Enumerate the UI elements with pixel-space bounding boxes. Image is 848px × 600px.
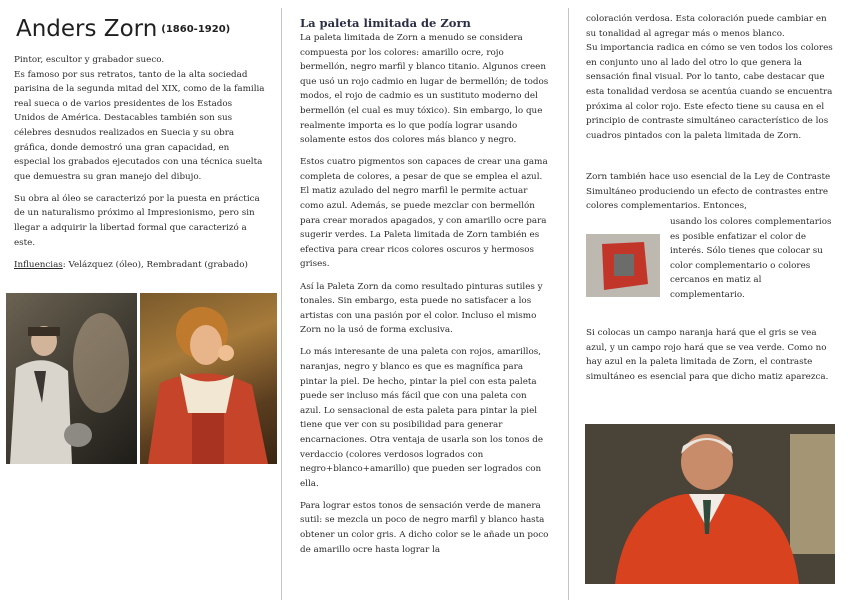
influences-line <box>14 258 266 273</box>
page-title <box>16 16 230 42</box>
biography-body <box>14 53 266 280</box>
self-portrait-graphic <box>585 424 835 584</box>
palette-paragraph-5: Para lograr estos tonos de sensación verde de manera sutil: se mezcla un poco de negro marfil y blanco hasta obtener un color gris. A dicho color se le añade un poco de amarillo ocre hasta lograr la <box>300 500 549 555</box>
woman-in-red-painting <box>140 293 277 464</box>
artist-years: (1860-1920) <box>161 24 231 35</box>
artist-name: Anders Zorn <box>16 16 158 42</box>
contrast-top <box>586 12 836 151</box>
contrast-swatch-graphic <box>586 234 660 297</box>
palette-paragraph-1: La paleta limitada de Zorn a menudo se considera compuesta por los colores: amarillo ocre, rojo bermellón, negro marfil y blanco titanio. Algunos creen que usó un rojo cadmio en lugar de bermellón; de todos modos, el rojo de cadmio es un sustituto moderno del bermellón (el cual es muy tóxico). Sin embargo, lo que realmente importa es lo que podía lograr usando solamente estos dos colores más blanco y negro. <box>300 33 549 146</box>
column-palette <box>300 0 550 600</box>
palette-paragraph-3: Así la Paleta Zorn da como resultado pinturas sutiles y tonales. Sin embargo, esta puede no satisfacer a los artistas con una pasión por el color. Incluso el mismo Zorn no la usó de forma exclusiva. <box>300 281 543 336</box>
palette-paragraph-4: Lo más interesante de una paleta con rojos, amarillos, naranjas, negro y blanco es que es magnífica para pintar la piel. De hecho, pintar la piel con esta paleta puede ser incluso más fácil que con una paleta con azul. Lo sensacional de esta paleta para pintar la piel tiene que ver con su posibilidad para generar encarnaciones. Otra ventaja de usarla son los tonos de verdaccio (colores verdosos logrados con negro+blanco+amarillo) que pueden ser logrados con ella. <box>300 347 544 489</box>
contrast-paragraph-3: usando los colores complementarios es posible enfatizar el color de interés. Sólo tienes que colocar su color complementario o colores cercanos en matiz al complementario. <box>670 217 832 300</box>
influences-text: : Velázquez (óleo), Rembradant (grabado) <box>62 259 248 270</box>
woman-in-red-graphic <box>140 293 277 464</box>
influences-label: Influencias <box>14 259 63 270</box>
zorn-and-model-graphic <box>6 293 137 464</box>
contrast-swatch <box>586 234 660 297</box>
bio-paragraph-2: Su obra al óleo se caracterizó por la puesta en práctica de un naturalismo próximo al Impresionismo, pero sin llegar a adquirir la libertad formal que caracterizó a este. <box>14 193 260 248</box>
column-divider-2 <box>568 8 569 600</box>
section-title: La paleta limitada de Zorn <box>300 16 471 30</box>
column-divider-1 <box>281 8 282 600</box>
bio-paragraph-1: Pintor, escultor y grabador sueco. Es famoso por sus retratos, tanto de la alta sociedad parisina de la segunda mitad del XIX, como de la familia real sueca o de varios presidentes de los Estados Unidos de América. Destacables también son sus célebres desnudos realizados en Suecia y su obra gráfica, donde demostró una gran capacidad, en especial los grabados ejecutados con una técnica suelta que demuestra su gran manejo del dibujo. <box>14 55 265 182</box>
zorn-self-portrait-painting <box>585 424 835 584</box>
contrast-paragraph-4: Si colocas un campo naranja hará que el gris se vea azul, y un campo rojo hará que se vea verde. Como no hay azul en la paleta limitada de Zorn, el contraste simultáneo es esencial para que dicho matiz aparezca. <box>586 328 829 382</box>
contrast-paragraph-2: Zorn también hace uso esencial de la Ley de Contraste Simultáneo produciendo un efecto de contrastes entre colores complementarios. Entonces, <box>586 172 831 212</box>
palette-paragraph-2: Estos cuatro pigmentos son capaces de crear una gama completa de colores, a pesar de que se emplea el azul. El matiz azulado del negro marfil le permite actuar como azul. Además, se puede mezclar con bermellón para crear morados apagados, y con amarillo ocre para sugerir verdes. La Paleta limitada de Zorn también es efectiva para crear ricos colores oscuros y hermosos grises. <box>300 157 548 270</box>
contrast-bottom <box>586 326 836 392</box>
contrast-mid <box>586 170 836 221</box>
contrast-wrap-text <box>670 215 838 310</box>
contrast-paragraph-1: coloración verdosa. Esta coloración puede cambiar en su tonalidad al agregar más o menos blanco. Su importancia radica en cómo se ven todos los colores en conjunto uno al lado del otro lo que genera la sensación final visual. Por lo tanto, cabe destacar que esta tonalidad verdosa se acentúa cuando se encuentra próxima al color rojo. Este efecto tiene su causa en el principio de contraste simultáneo característico de los cuadros pintados con la paleta limitada de Zorn. <box>586 14 833 141</box>
zorn-and-model-painting <box>6 293 137 464</box>
